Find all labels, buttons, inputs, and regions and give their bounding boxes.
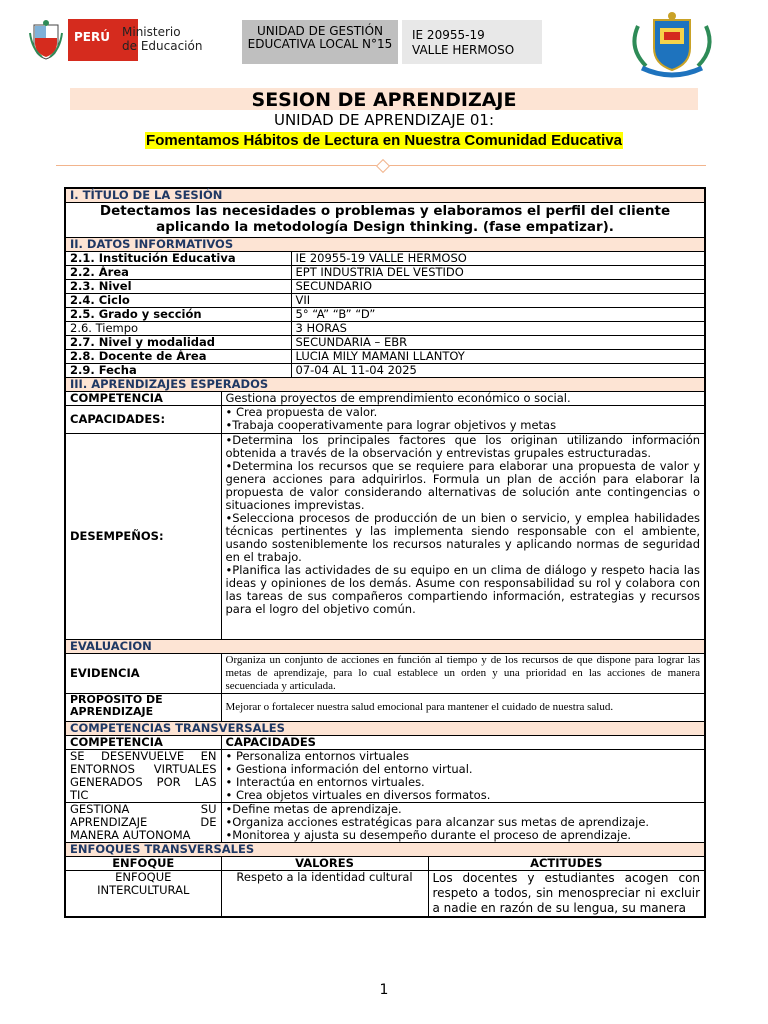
- col-header-capacidades: CAPACIDADES: [221, 736, 705, 750]
- info-label: 2.6. Tiempo: [65, 322, 291, 336]
- section-title-heading: I. TÍTULO DE LA SESIÓN: [65, 188, 705, 203]
- col-header-actitudes: ACTITUDES: [428, 857, 705, 871]
- evidencia-value: Organiza un conjunto de acciones en función al tiempo y de los recursos de que dispone para lograr las metas de aprendizaje, para lo cual establece un orden y una prioridad en las acciones de manera secuenciada y articulada.: [221, 654, 705, 694]
- list-item: • Gestiona información del entorno virtual.: [225, 762, 473, 776]
- ministry-name: [122, 25, 202, 53]
- school-name: VALLE HERMOSO: [412, 43, 515, 57]
- col-header-enfoque: ENFOQUE: [65, 857, 221, 871]
- evidencia-label: EVIDENCIA: [65, 654, 221, 694]
- capacidades-label: CAPACIDADES:: [65, 406, 221, 434]
- list-item: •Selecciona procesos de producción de un bien o servicio, y emplea habilidades técnicas pertinentes y las implementa siendo responsable con el ambiente, usando sosteniblemente los recursos naturales y aplicando normas de seguridad en el trabajo.: [225, 511, 701, 564]
- competencia-value: Gestiona proyectos de emprendimiento económico o social.: [221, 392, 705, 406]
- peru-crest-icon: [28, 19, 64, 61]
- list-item: •Organiza acciones estratégicas para alcanzar sus metas de aprendizaje.: [225, 815, 650, 829]
- ugel-box: [242, 20, 398, 64]
- ugel-text: UNIDAD DE GESTIÓN EDUCATIVA LOCAL N°15: [247, 24, 393, 51]
- desempenos-label: DESEMPEÑOS:: [65, 434, 221, 640]
- brand-country: PERÚ: [74, 30, 110, 44]
- info-label: 2.8. Docente de Área: [65, 350, 291, 364]
- transversal-capacidades: [221, 803, 705, 843]
- desempenos-list: [221, 434, 705, 640]
- list-item: •Monitorea y ajusta su desempeño durante el proceso de aprendizaje.: [225, 828, 632, 842]
- proposito-label: PROPÓSITO DE APRENDIZAJE: [65, 694, 221, 722]
- capacidades-list: [221, 406, 705, 434]
- enfoque-valor: Respeto a la identidad cultural: [221, 871, 428, 918]
- info-value: 07-04 AL 11-04 2025: [291, 364, 705, 378]
- section-data-heading: II. DATOS INFORMATIVOS: [65, 238, 705, 252]
- school-crest-icon: [624, 8, 720, 80]
- info-label: 2.5. Grado y sección: [65, 308, 291, 322]
- section-evaluation-heading: EVALUACION: [65, 640, 705, 654]
- section-approaches-heading: ENFOQUES TRANSVERSALES: [65, 843, 705, 857]
- list-item: •Trabaja cooperativamente para lograr objetivos y metas: [225, 418, 557, 432]
- info-value: 3 HORAS: [291, 322, 705, 336]
- info-label: 2.4. Ciclo: [65, 294, 291, 308]
- list-item: •Determina los recursos que se requiere para elaborar una propuesta de valor y genera acciones para adquirirlos. Formula un plan de acción para elaborar la propuesta de valor considerando alternativas de solución ante contingencias o situaciones imprevistas.: [225, 459, 701, 512]
- session-title: Detectamos las necesidades o problemas y elaboramos el perfil del cliente aplicando la metodología Design thinking. (fase empatizar).: [65, 203, 705, 238]
- transversal-capacidades: [221, 750, 705, 803]
- info-label: 2.1. Institución Educativa: [65, 252, 291, 266]
- enfoque-actitud: Los docentes y estudiantes acogen con respeto a todos, sin menospreciar ni excluir a nadie en razón de su lengua, su manera: [428, 871, 705, 918]
- info-value: SECUNDARIO: [291, 280, 705, 294]
- enfoque-name: ENFOQUE INTERCULTURAL: [65, 871, 221, 918]
- info-value: 5° “A” “B” “D”: [291, 308, 705, 322]
- competencia-label: COMPETENCIA: [65, 392, 221, 406]
- info-value: SECUNDARIA – EBR: [291, 336, 705, 350]
- info-label: 2.9. Fecha: [65, 364, 291, 378]
- list-item: • Crea objetos virtuales en diversos formatos.: [225, 788, 491, 802]
- transversal-competencia: GESTIONA SU APRENDIZAJE DE MANERA AUTONOMA: [65, 803, 221, 843]
- list-item: •Planifica las actividades de su equipo en un clima de diálogo y respeto hacia las ideas y opiniones de los demás. Asume con responsabilidad su rol y colabora con las tareas de sus compañeros compartiendo información, estrategias y recursos para el logro del objetivo común.: [225, 563, 701, 616]
- info-label: 2.3. Nivel: [65, 280, 291, 294]
- list-item: • Interactúa en entornos virtuales.: [225, 775, 425, 789]
- ministry-line-2: de Educación: [122, 39, 203, 53]
- info-label: 2.7. Nivel y modalidad: [65, 336, 291, 350]
- transversal-competencia: SE DESENVUELVE EN ENTORNOS VIRTUALES GENERADOS POR LAS TIC: [65, 750, 221, 803]
- topic-title: [0, 130, 768, 149]
- col-header-valores: VALORES: [221, 857, 428, 871]
- section-transversal-heading: COMPETENCIAS TRANSVERSALES: [65, 722, 705, 736]
- unit-title: UNIDAD DE APRENDIZAJE 01:: [273, 111, 495, 129]
- topic-highlight: Fomentamos Hábitos de Lectura en Nuestra Comunidad Educativa: [146, 132, 622, 149]
- section-learning-heading: III. APRENDIZAJES ESPERADOS: [65, 378, 705, 392]
- page-title: SESION DE APRENDIZAJE: [251, 89, 517, 111]
- page-number: 1: [379, 982, 389, 998]
- school-code: IE 20955-19: [412, 28, 485, 42]
- info-value: IE 20955-19 VALLE HERMOSO: [291, 252, 705, 266]
- info-value: LUCIA MILY MAMANI LLANTOY: [291, 350, 705, 364]
- ministry-line-1: Ministerio: [122, 25, 181, 39]
- list-item: • Personaliza entornos virtuales: [225, 749, 410, 763]
- info-value: EPT INDUSTRIA DEL VESTIDO: [291, 266, 705, 280]
- list-item: •Determina los principales factores que los originan utilizando información obtenida a través de la observación y entrevistas grupales estructuradas.: [225, 433, 701, 460]
- ministry-logo: [28, 16, 228, 66]
- session-table: [64, 187, 706, 918]
- info-value: VII: [291, 294, 705, 308]
- list-item: • Crea propuesta de valor.: [225, 405, 378, 419]
- proposito-value: Mejorar o fortalecer nuestra salud emocional para mantener el cuidado de nuestra salud.: [221, 694, 705, 722]
- info-label: 2.2. Área: [65, 266, 291, 280]
- col-header-competencia: COMPETENCIA: [65, 736, 221, 750]
- list-item: •Define metas de aprendizaje.: [225, 802, 402, 816]
- divider-ornament: [376, 159, 390, 173]
- school-name-box: [402, 20, 542, 64]
